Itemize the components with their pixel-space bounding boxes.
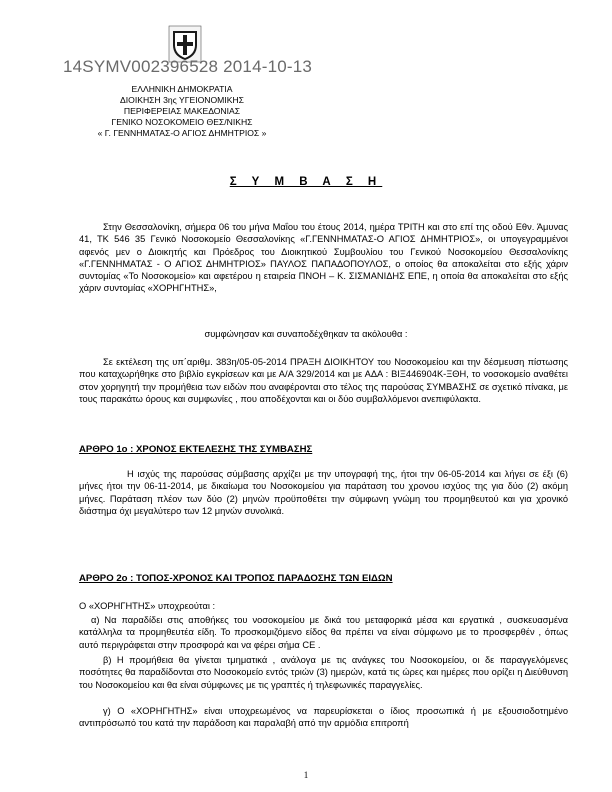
article-2-obligated: Ο «ΧΟΡΗΓΗΤΗΣ» υποχρεούται : (79, 601, 216, 611)
header-line: « Γ. ΓΕΝΝΗΜΑΤΑΣ-Ο ΑΓΙΟΣ ΔΗΜΗΤΡΙΟΣ » (97, 128, 267, 138)
document-title: Σ Υ Μ Β Α Σ Η (229, 176, 383, 188)
header-line: ΕΛΛΗΝΙΚΗ ΔΗΜΟΚΡΑΤΙΑ (131, 84, 233, 94)
agreement-line: συμφώνησαν και συναποδέχθηκαν τα ακόλουθα : (204, 329, 408, 339)
intro-paragraph: Στην Θεσσαλονίκη, σήμερα 06 του μήνα Μαΐου του έτους 2014, ημέρα ΤΡΙΤΗ και στο επί της οδού Εθν. Άμυνας 41, ΤΚ 546 35 Γενικό Νοσοκομείο Θεσσαλονίκης «Γ.ΓΕΝΝΗΜΑΤΑΣ-Ο ΑΓΙΟΣ ΔΗΜΗΤΡΙΟΣ», οι υπογεγραμμένοι αφενός μεν ο Διοικητής και Πρόεδρος του Διοικητικού Συμβουλίου του Γενικού Νοσοκομείου Θεσσαλονίκης «Γ.ΓΕΝΝΗΜΑΤΑΣ - Ο ΑΓΙΟΣ ΔΗΜΗΤΡΙΟΣ» ΠΑΥΛΟΣ ΠΑΠΑΔΟΠΟΥΛΟΣ, ο οποίος θα αποκαλείται στο εξής χάριν συντομίας «Το Νοσοκομείο» και αφετέρου η εταιρεία ΠΝΟΗ – Κ. ΣΙΣΜΑΝΙΔΗΣ ΕΠΕ, η οποία θα αποκαλείται στο εξής χάριν συντομίας «ΧΟΡΗΓΗΤΗΣ», (79, 222, 568, 294)
article-2-item-b: β) Η προμήθεια θα γίνεται τμηματικά , ανάλογα με τις ανάγκες του Νοσοκομείου, οι δε παραγγελόμενες ποσότητες θα παραδίδονται στο Νοσοκομείο εντός τριών (3) ημερών, κατά τις ώρες και ημέρες που ορίζει η Διεύθυνση του Νοσοκομείου και θα είναι σύμφωνες με τις γραπτές ή τηλεφωνικές παραγγελίες. (79, 655, 568, 690)
page-number: 1 (303, 770, 309, 780)
header-line: ΔΙΟΙΚΗΣΗ 3ης ΥΓΕΙΟΝΟΜΙΚΗΣ (120, 95, 244, 105)
article-2-heading: ΑΡΘΡΟ 2ο : ΤΟΠΟΣ-ΧΡΟΝΟΣ ΚΑΙ ΤΡΟΠΟΣ ΠΑΡΑΔΟΣΗΣ ΤΩΝ ΕΙΔΩΝ (79, 573, 393, 584)
issuer-header (72, 84, 292, 139)
header-line: ΠΕΡΙΦΕΡΕΙΑΣ ΜΑΚΕΔΟΝΙΑΣ (123, 106, 241, 116)
header-line: ΓΕΝΙΚΟ ΝΟΣΟΚΟΜΕΙΟ ΘΕΣ/ΝΙΚΗΣ (111, 117, 253, 127)
article-2-item-a: α) Να παραδίδει στις αποθήκες του νοσοκομείου με δικά του μεταφορικά μέσα και εργατικά , συσκευασμένα κατάλληλα τα προμηθευτέα είδη. Το προσκομιζόμενο είδος θα πρέπει να είναι σύμφωνο με το προσφερθέν , όπως αυτό περιγράφεται στην προσφορά και να φέρει σήμα CE . (79, 615, 568, 650)
execution-paragraph: Σε εκτέλεση της υπ΄αριθμ. 383η/05-05-2014 ΠΡΑΞΗ ΔΙΟΙΚΗΤΟΥ του Νοσοκομείου και την δέσμευση πίστωσης που καταχωρήθηκε στο βιβλίο εγκρίσεων και με Α/Α 329/2014 και με ΑΔΑ : ΒΙΞ446904Κ-ΞΘΗ, το νοσοκομείο αναθέτει στον χορηγητή την προμήθεια των ειδών που αναφέρονται στο τέλος της παρούσας ΣΥΜΒΑΣΗΣ σε σχετικό πίνακα, με τους παρακάτω όρους και συμφωνίες , που αποδέχονται και οι δύο συμβαλλόμενοι ανεπιφύλακτα. (79, 357, 568, 404)
article-2-item-c: γ) Ο «ΧΟΡΗΓΗΤΗΣ» είναι υποχρεωμένος να παρευρίσκεται ο ίδιος προσωπικά ή με εξουσιοδοτημένο αντιπρόσωπό του κατά την παράδοση και παραλαβή από την αρμόδια επιτροπή (79, 706, 568, 729)
article-1-heading: ΑΡΘΡΟ 1ο : ΧΡΟΝΟΣ ΕΚΤΕΛΕΣΗΣ ΤΗΣ ΣΥΜΒΑΣΗΣ (79, 444, 313, 455)
document-code: 14SYMV002396528 2014-10-13 (63, 57, 313, 76)
article-1-body: Η ισχύς της παρούσας σύμβασης αρχίζει με την υπογραφή της, ήτοι την 06-05-2014 και λήγει σε έξι (6) μήνες ήτοι την 06-11-2014, με δικαίωμα του Νοσοκομείου για παράταση του χρονου ισχύος της για δύο (2) ακόμη μήνες. Παράταση πλέον των δύο (2) μηνών προϋποθέτει την σύμφωνη γνώμη του προμηθευτού και για χρονικό διάστημα όχι μεγαλύτερο των 12 μηνών συνολικά. (79, 469, 568, 516)
